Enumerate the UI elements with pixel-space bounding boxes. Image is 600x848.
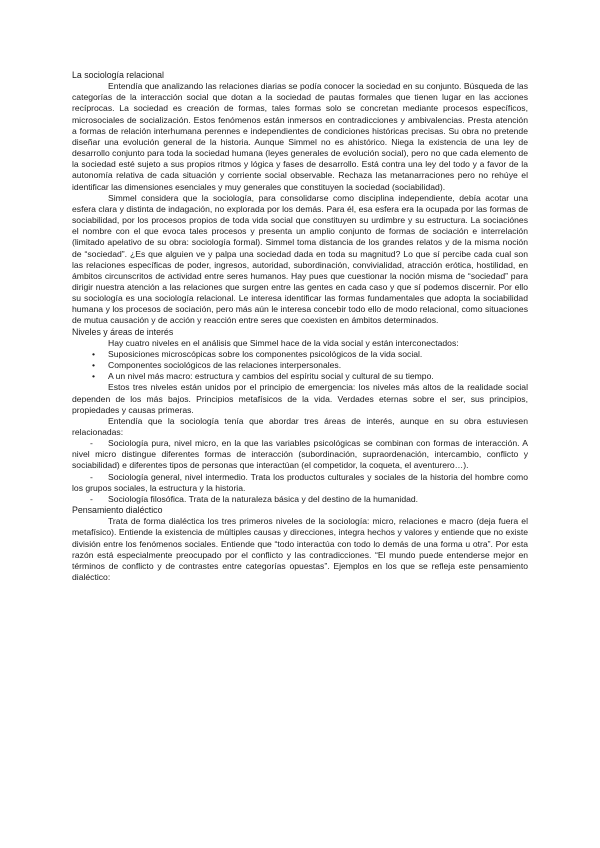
levels-list [72,349,528,382]
list-item: • Suposiciones microscópicas sobre los componentes psicológicos de la vida social. [72,349,528,360]
paragraph: Entendía que la sociología tenía que abordar tres áreas de interés, aunque en su obra estuviesen relacionadas: [72,415,528,437]
list-item: - Sociología general, nivel intermedio. Trata los productos culturales y sociales de la historia del hombre como los grupos sociales, la estructura y la historia. [72,472,528,494]
paragraph: Trata de forma dialéctica los tres primeros niveles de la sociología: micro, relaciones e macro (deja fuera el metafísico). Entiende la existencia de múltiples causas y direcciones, integra hechos y valores y entiende que no existe división entre los fenómenos sociales. Entiende que “todo interactúa con todo lo demás de una forma u otra”. Por esta razón está especialmente preocupado por el conflicto y las contradicciones. “El mundo puede entenderse mejor en términos de conflicto y de contrastes entre categorías opuestas”. Ejemplos en los que se refleja este pensamiento dialéctico: [72,516,528,583]
document-page [72,70,528,583]
list-item: - Sociología filosófica. Trata de la naturaleza básica y del destino de la humanidad. [72,494,528,505]
section-title-pensamiento: Pensamiento dialéctico [72,505,163,516]
areas-list [72,438,528,505]
list-item: • A un nivel más macro: estructura y cambios del espíritu social y cultural de su tiempo. [72,371,528,382]
paragraph: Entendía que analizando las relaciones diarias se podía conocer la sociedad en su conjunto. Búsqueda de las categorías de la interacción social que dotan a la sociedad de pautas formales que tienen lugar en las acciones recíprocas. La sociedad es creación de formas, tales formas solo se concretan mediante procesos específicos, microsociales de socialización. Estos fenómenos están inmersos en contradicciones y ambivalencias. Presta atención a formas de relación interhumana perennes e independientes de condiciones históricas precisas. Su obra no pretende diseñar una evolución general de la historia. Aunque Simmel no es ahistórico. Niega la existencia de una ley de desarrollo conjunto para toda la sociedad humana (leyes generales de evolución social), pero no que cada elemento de la sociedad esté sujeto a sus propios ritmos y lógica y fases de desarrollo. Está contra una ley del todo y a favor de la autonomía relativa de cada situación y corriente social observable. Rechaza las metanarraciones pero no rehúye el identificar las dimensiones esenciales y muy generales que constituyen la sociedad (sociabilidad). [72,81,528,192]
list-item: • Componentes sociológicos de las relaciones interpersonales. [72,360,528,371]
paragraph: Hay cuatro niveles en el análisis que Simmel hace de la vida social y están interconectados: [108,337,459,348]
section-title-niveles: Niveles y áreas de interés [72,326,174,337]
section-title-sociologia-relacional: La sociología relacional [72,70,164,80]
paragraph: Simmel considera que la sociología, para consolidarse como disciplina independiente, debía acotar una esfera clara y distinta de indagación, no explorada por los demás. Para él, esa esfera era la ocupada por las formas de sociabilidad, por los procesos propios de toda vida social que constituyen su urdimbre y su estructura. La sociaciónes el nombre con el que evoca tales procesos y presenta un amplio conjunto de formas de sociación e interrelación (limitado apelativo de su obra: sociología formal). Simmel toma distancia de los grandes relatos y de la misma noción de “sociedad”. ¿Es que alguien ve y palpa una sociedad dada en toda su magnitud? Lo que sí percibe cada cual son las relaciones específicas de poder, ingresos, autoridad, subordinación, convivialidad, atracción erótica, hostilidad, en ámbitos circunscritos de actividad entre seres humanos. Hay pues que cuestionar la noción misma de “sociedad” para dirigir nuestra atención a las relaciones que surgen entre las gentes en cada caso y que sí podemos discernir. Por ello su sociología es una sociología relacional. Le interesa identificar las formas fundamentales que adopta la sociabilidad humana y los procesos de sociación, pero más aún le interesa concebir todo ello de modo relacional, como situaciones de mutua causación y de acción y reacción entre seres que coexisten en ámbitos determinados. [72,192,528,326]
list-item: - Sociología pura, nivel micro, en la que las variables psicológicas se combinan con formas de interacción. A nivel micro distingue diferentes formas de interacción (subordinación, supraordenación, intercambio, conflicto y sociabilidad) e diferentes tipos de personas que interactúan (el competidor, la coqueta, el aventurero…). [72,438,528,471]
paragraph: Estos tres niveles están unidos por el principio de emergencia: los niveles más altos de la realidade social dependen de los más bajos. Principios metafísicos de la vida. Verdades eternas sobre el ser, sus principios, propiedades y causas primeras. [72,382,528,415]
